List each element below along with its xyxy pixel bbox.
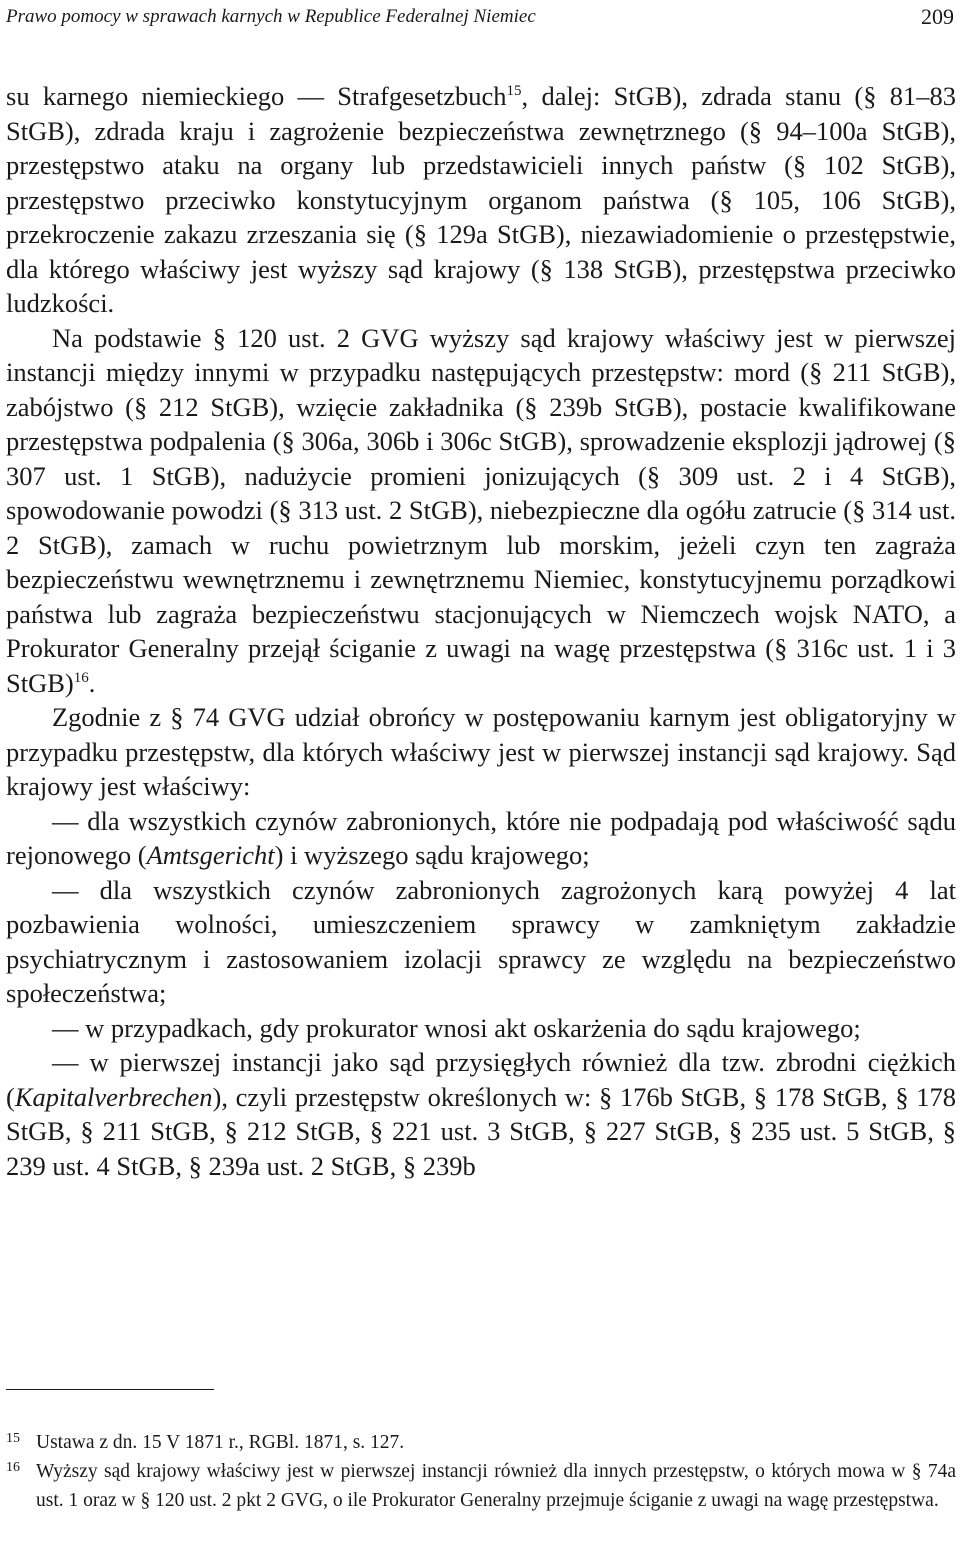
running-header [6,2,954,32]
list-item-2: — dla wszystkich czynów zabronionych zagrożonych karą powyżej 4 lat pozbawienia wolności, umieszczeniem sprawcy w zamkniętym zakładzie psychiatrycznym i zastosowaniem izolacji sprawcy ze względu na bezpieczeństwo społeczeństwa; [6,874,956,1008]
paragraph-2-text-a: Na podstawie § 120 ust. 2 GVG wyższy sąd krajowy właściwy jest w pierwszej instancji między innymi w przypadku następujących przestępstw: mord (§ 211 StGB), zabójstwo (§ 212 StGB), wzięcie zakładnika (§ 239b StGB), postacie kwalifikowane przestępstwa podpalenia (§ 306a, 306b i 306c StGB), sprowadzenie eksplozji jądrowej (§ 307 ust. 1 StGB), nadużycie promieni jonizujących (§ 309 ust. 2 i 4 StGB), spowodowanie powodzi (§ 313 ust. 2 StGB), niebezpieczne dla ogółu zatrucie (§ 314 ust. 2 StGB), zamach w ruchu powietrznym lub morskim, jeżeli czyn ten zagraża bezpieczeństwu wewnętrznemu i zewnętrznemu Niemiec, konstytucyjnemu porządkowi państwa lub zagraża bezpieczeństwu stacjonujących w Niemczech wojsk NATO, a Prokurator Generalny przejął ściganie z uwagi na wagę przestępstwa (§ 316c ust. 1 i 3 StGB) [6,322,956,698]
list-item-1 [6,804,956,873]
list-item-4-text-a: — w pierwszej instancji jako sąd przysięgłych również dla tzw. zbrodni ciężkich ( [6,1047,956,1112]
footnote-text: Ustawa z dn. 15 V 1871 r., RGBl. 1871, s. 127. [36,1432,405,1453]
footnote-ref-16[interactable]: 16 [73,669,89,686]
list-item-1-text-b: ) i wyższego sądu krajowego; [274,840,590,870]
paragraph-2-text-b: . [88,667,96,698]
footnote-15 [6,1428,956,1457]
term-amtsgericht: Amtsgericht [146,840,275,870]
list-item-4-text-b: ), czyli przestępstw określonych w: § 176b StGB, § 178 StGB, § 178 StGB, § 211 StGB, § 212 StGB, § 221 ust. 3 StGB, § 227 StGB, § 235 ust. 5 StGB, § 239 ust. 4 StGB, § 239a ust. 2 StGB, § 239b [6,1081,956,1181]
list-item-4 [6,1045,956,1183]
footnotes [6,1428,956,1515]
main-text [6,79,956,1183]
running-title: Prawo pomocy w sprawach karnych w Republice Federalnej Niemiec [6,6,536,27]
list-item-3: — w przypadkach, gdy prokurator wnosi akt oskarżenia do sądu krajowego; [52,1012,861,1043]
paragraph-3: Zgodnie z § 74 GVG udział obrońcy w postępowaniu karnym jest obligatoryjny w przypadku przestępstw, dla których właściwy jest w pierwszej instancji sąd krajowy. Sąd krajowy jest właściwy: [6,702,956,801]
footnote-16 [6,1457,956,1515]
paragraph-1-text-b: , dalej: StGB), zdrada stanu (§ 81–83 StGB), zdrada kraju i zagrożenie bezpieczeństwa zewnętrznego (§ 94–100a StGB), przestępstwo ataku na organy lub przedstawicieli innych państw (§ 102 StGB), przestępstwo przeciwko konstytucyjnym organom państwa (§ 105, 106 StGB), przekroczenie zakazu zrzeszania się (§ 129a StGB), niezawiadomienie o przestępstwie, dla którego właściwy jest wyższy sąd krajowy (§ 138 StGB), przestępstwa przeciwko ludzkości. [6,81,956,318]
paragraph-2 [6,321,956,701]
list-item-1-text-a: — dla wszystkich czynów zabronionych, które nie podpadają pod właściwość sądu rejonowego ( [6,805,956,870]
footnote-separator [6,1389,214,1390]
footnote-number: 15 [6,1431,20,1446]
page-number: 209 [921,4,954,29]
footnote-number: 16 [6,1460,20,1475]
paragraph-1-text-a: su karnego niemieckiego — Strafgesetzbuch [6,81,507,111]
footnote-text: Wyższy sąd krajowy właściwy jest w pierwszej instancji również dla innych przestępstw, o których mowa w § 74a ust. 1 oraz w § 120 ust. 2 pkt 2 GVG, o ile Prokurator Generalny przejmuje ściganie z uwagi na wagę przestępstwa. [36,1461,956,1511]
term-kapitalverbrechen: Kapitalverbrechen [14,1081,213,1112]
footnote-ref-15[interactable]: 15 [506,83,522,100]
paragraph-1 [6,79,956,321]
